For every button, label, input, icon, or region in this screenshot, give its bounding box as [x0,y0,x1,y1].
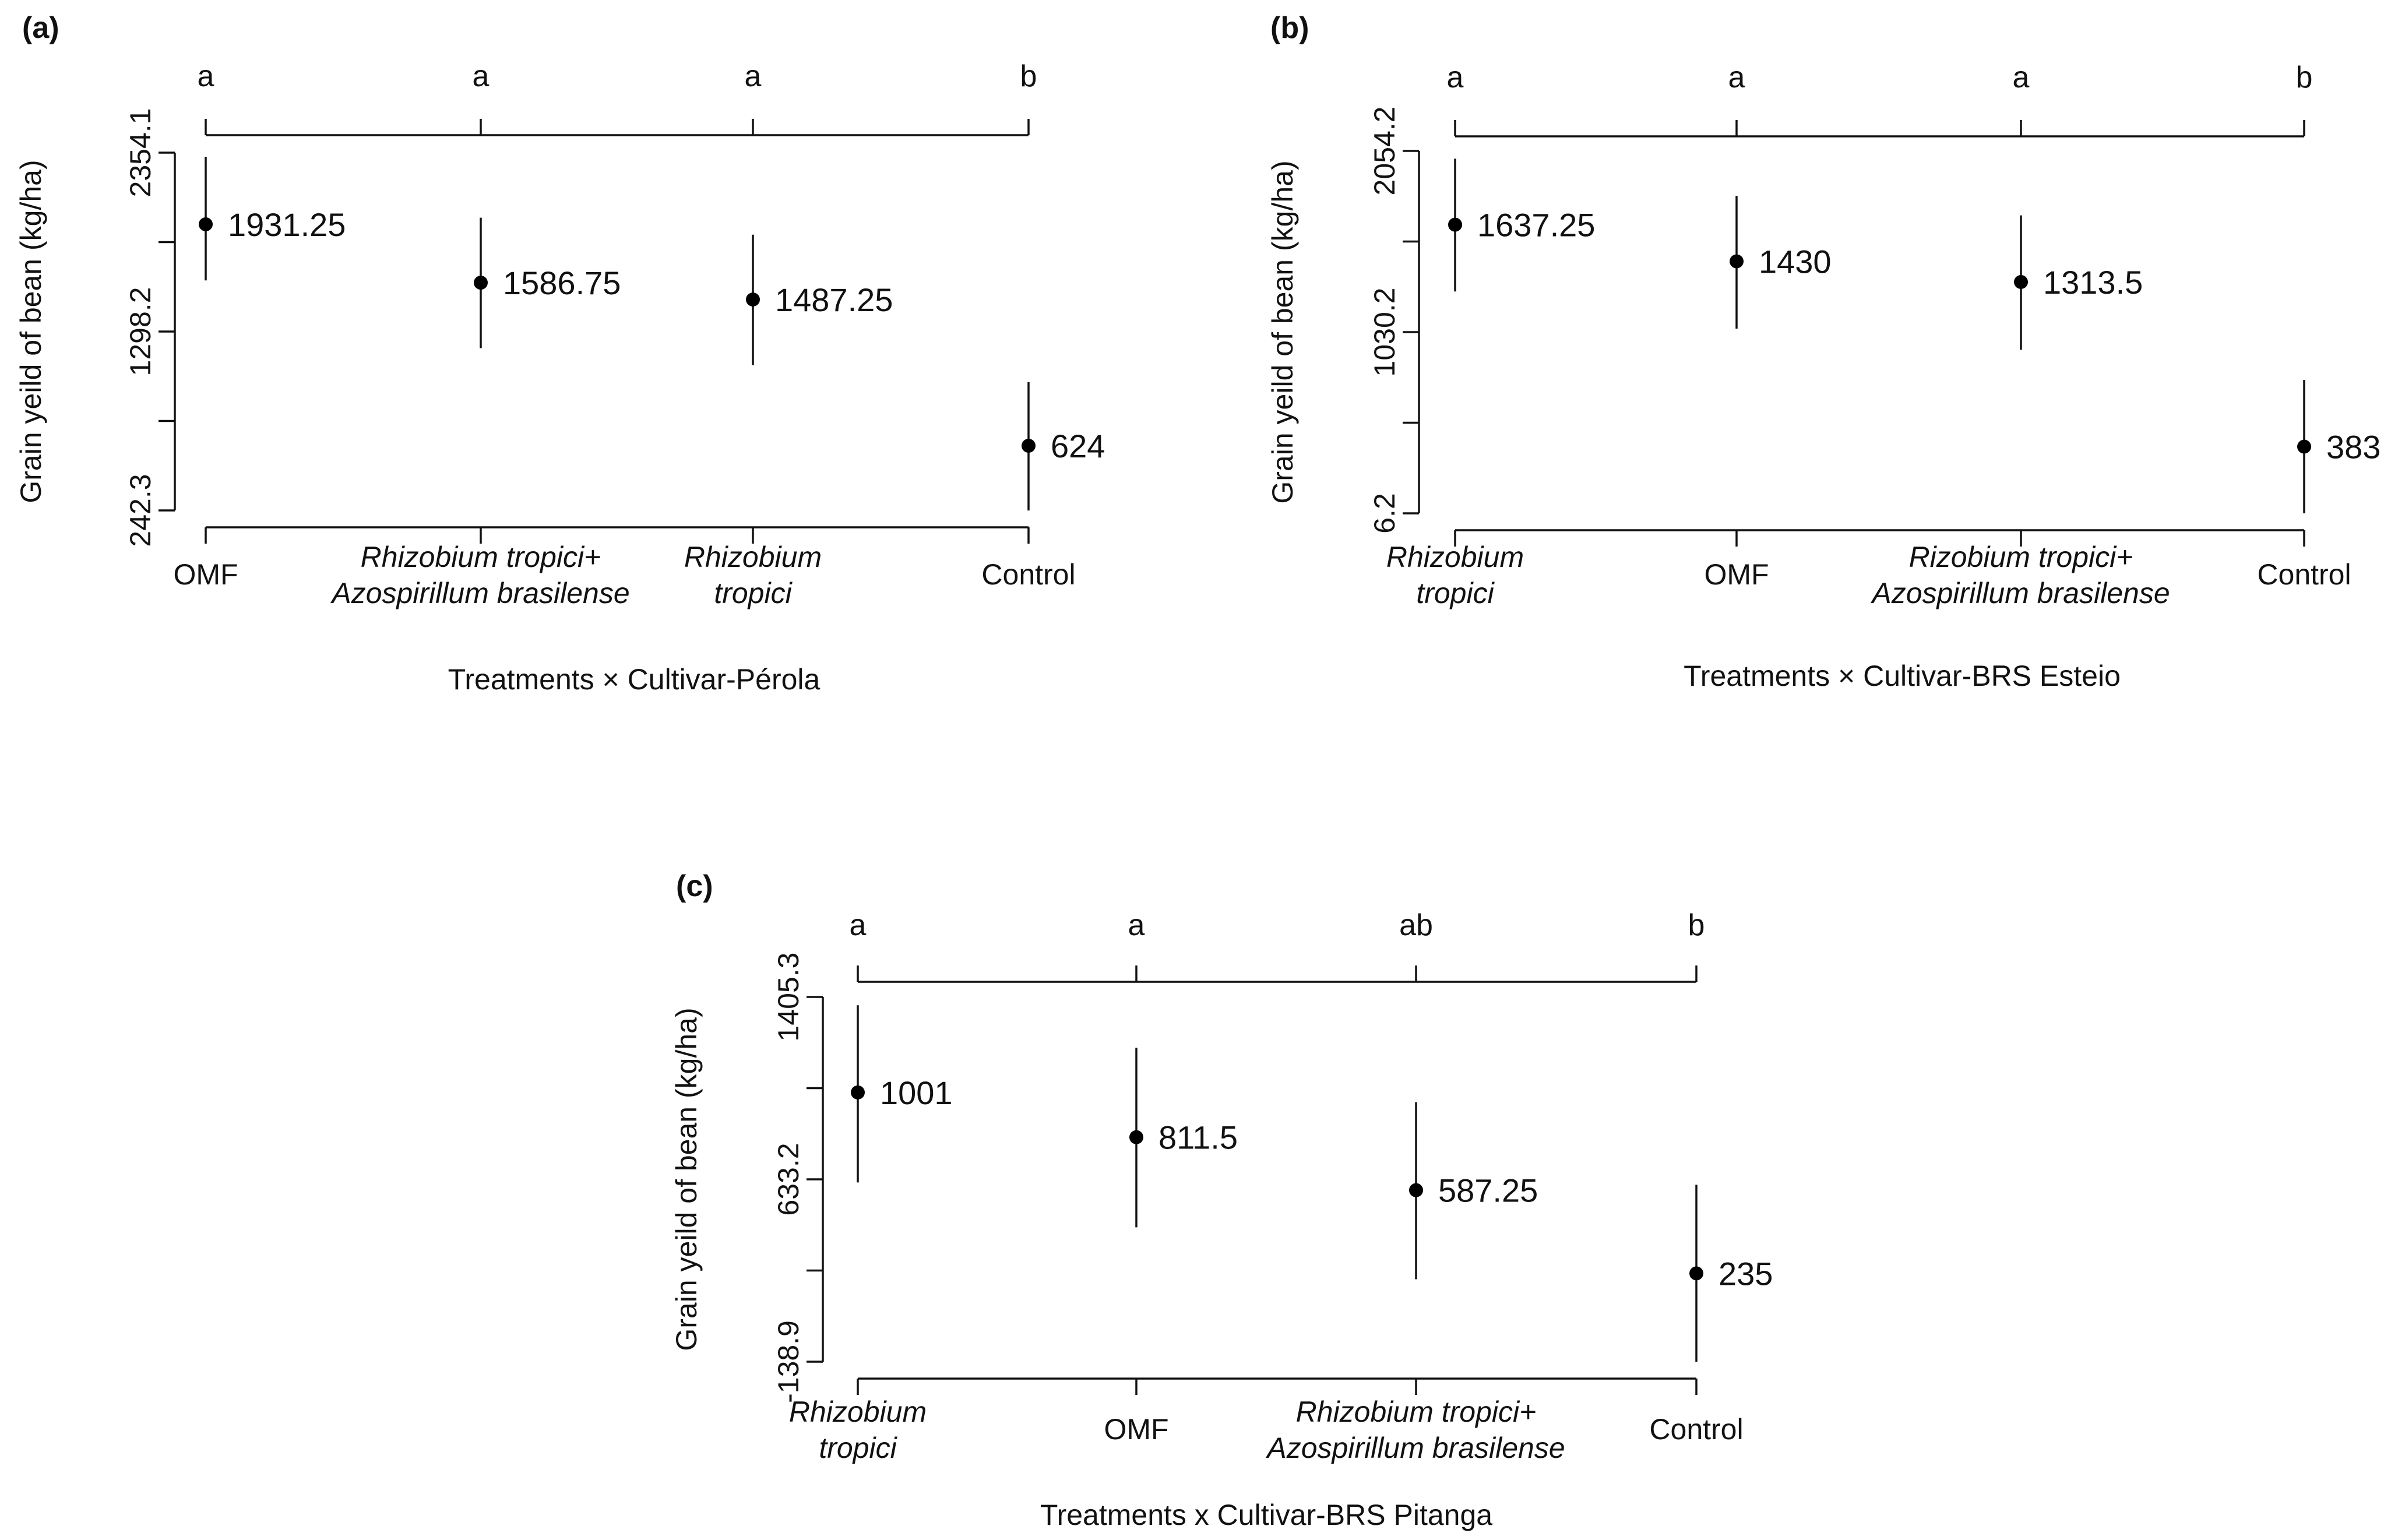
significance-letter: b [1020,59,1037,93]
value-label: 811.5 [1158,1119,1238,1156]
mean-point [1409,1183,1423,1197]
significance-letter: b [2295,61,2313,94]
value-label: 1637.25 [1477,206,1596,244]
significance-letter: a [744,59,762,93]
y-axis-label: Grain yeild of bean (kg/ha) [670,1007,703,1351]
panel-label: (b) [1270,11,1309,45]
category-label: Rhizobium tropici [788,1395,927,1464]
category-label: Rhizobium tropici+ Azospirillum brasilense [1267,1395,1565,1464]
value-label: 1313.5 [2043,263,2143,301]
value-label: 1001 [880,1074,953,1111]
category-label: Control [2257,558,2351,591]
category-label: OMF [1704,558,1769,591]
value-label: 1487.25 [775,281,893,319]
y-tick-label: 1405.3 [772,952,805,1042]
y-tick-label: 242.3 [124,474,157,547]
mean-point [1022,439,1036,453]
value-label: 624 [1051,428,1105,465]
category-label: OMF [1104,1413,1169,1446]
mean-point [474,276,488,290]
mean-point [1689,1266,1703,1280]
category-label: OMF [173,558,238,591]
value-label: 1586.75 [503,265,621,302]
significance-letter: a [1128,908,1145,942]
category-label: Rhizobium tropici [684,541,822,609]
y-axis-label: Grain yeild of bean (kg/ha) [1266,160,1299,504]
y-tick-label: 633.2 [772,1143,805,1216]
mean-point [199,217,213,231]
value-label: 1430 [1759,243,1832,280]
y-axis-label: Grain yeild of bean (kg/ha) [15,160,47,503]
significance-letter: a [472,59,490,93]
x-axis-title: Treatments × Cultivar-Pérola [448,663,821,696]
panel-label: (c) [676,869,713,903]
y-tick-label: 1030.2 [1368,287,1401,377]
y-tick-label: 2354.1 [124,108,157,198]
value-label: 383 [2326,428,2381,466]
value-label: 1931.25 [228,206,346,243]
category-label: Rhizobium tropici+ Azospirillum brasilense [332,541,630,609]
significance-letter: a [1728,61,1745,94]
mean-point [1730,255,1744,269]
value-label: 235 [1719,1255,1773,1292]
significance-letter: a [197,59,214,93]
category-label: Control [1649,1413,1744,1446]
y-tick-label: 1298.2 [124,287,157,376]
mean-point [2297,440,2311,454]
panel-label: (a) [22,11,59,45]
mean-point [2014,275,2028,289]
value-label: 587.25 [1438,1172,1538,1209]
mean-point [1129,1130,1143,1144]
mean-point [851,1086,865,1100]
category-label: Control [981,558,1076,591]
y-tick-label: -138.9 [772,1320,805,1403]
significance-letter: ab [1399,908,1433,942]
significance-letter: a [2012,61,2030,94]
y-tick-label: 2054.2 [1368,106,1401,196]
significance-letter: a [1446,61,1464,94]
x-axis-title: Treatments x Cultivar-BRS Pitanga [1040,1499,1493,1531]
x-axis-title: Treatments × Cultivar-BRS Esteio [1684,660,2121,692]
significance-letter: b [1688,908,1705,942]
significance-letter: a [849,908,867,942]
category-label: Rizobium tropici+ Azospirillum brasilense [1872,541,2170,609]
mean-point [746,293,760,306]
category-label: Rhizobium tropici [1386,541,1524,609]
y-tick-label: 6.2 [1368,493,1401,534]
mean-point [1448,218,1462,232]
